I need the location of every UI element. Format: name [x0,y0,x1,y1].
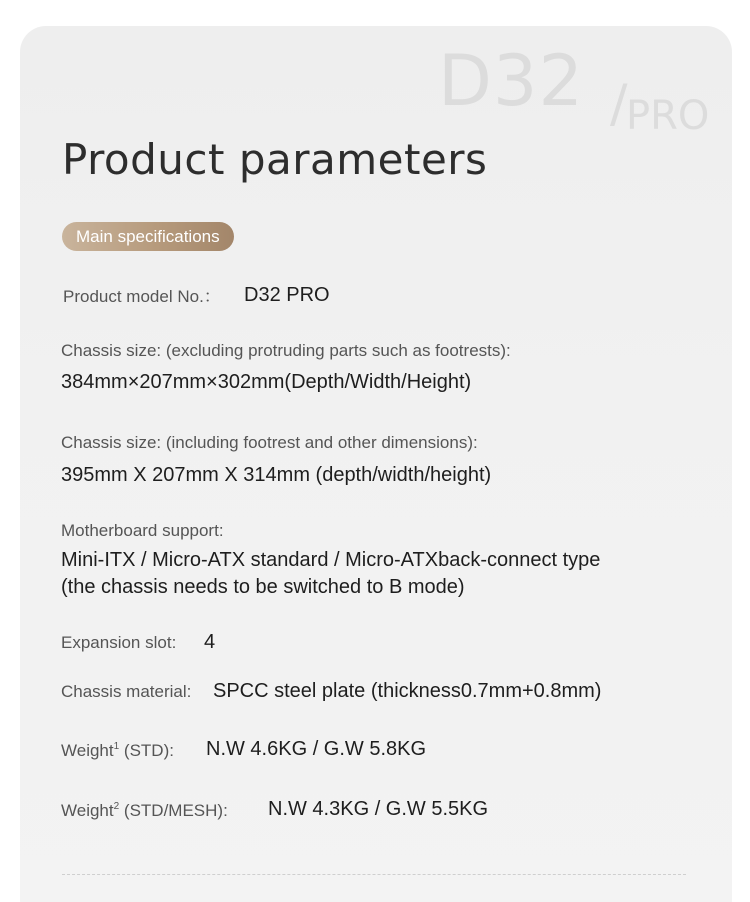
motherboard-value-line1: Mini-ITX / Micro-ATX standard / Micro-ATXback-connect type [61,549,601,571]
spec-card [20,26,732,902]
size-incl-label: Chassis size: (including footrest and other dimensions): [61,433,478,452]
size-excl-value: 384mm×207mm×302mm(Depth/Width/Height) [61,371,472,393]
weight2-label-suffix: (STD/MESH): [123,801,228,820]
motherboard-value-line2: (the chassis needs to be switched to B mode) [61,576,465,598]
size-incl-value: 395mm X 207mm X 314mm (depth/width/height) [61,464,492,486]
weight1-value: N.W 4.6KG / G.W 5.8KG [206,738,427,760]
watermark-model: D32 [438,40,584,122]
dashed-divider [62,874,686,875]
weight1-label [61,742,174,759]
expansion-value: 4 [204,631,216,653]
page-title: Product parameters [62,135,488,184]
weight1-label-suffix: (STD): [123,741,174,760]
weight1-footnote: 1 [113,741,120,752]
weight2-label [61,802,228,819]
section-badge: Main specifications [62,222,234,251]
motherboard-label: Motherboard support: [61,521,224,540]
material-value: SPCC steel plate (thickness0.7mm+0.8mm) [213,680,602,702]
watermark-slash: / [610,74,628,134]
model-value: D32 PRO [244,284,330,306]
weight2-label-prefix: Weight [61,801,114,820]
weight1-label-prefix: Weight [61,741,114,760]
model-label: Product model No.： [63,287,221,306]
expansion-label: Expansion slot: [61,633,177,652]
size-excl-label: Chassis size: (excluding protruding parts such as footrests): [61,341,511,360]
material-label: Chassis material: [61,682,192,701]
weight2-value: N.W 4.3KG / G.W 5.5KG [268,798,489,820]
weight2-footnote: 2 [113,801,120,812]
watermark-suffix: PRO [626,93,710,139]
